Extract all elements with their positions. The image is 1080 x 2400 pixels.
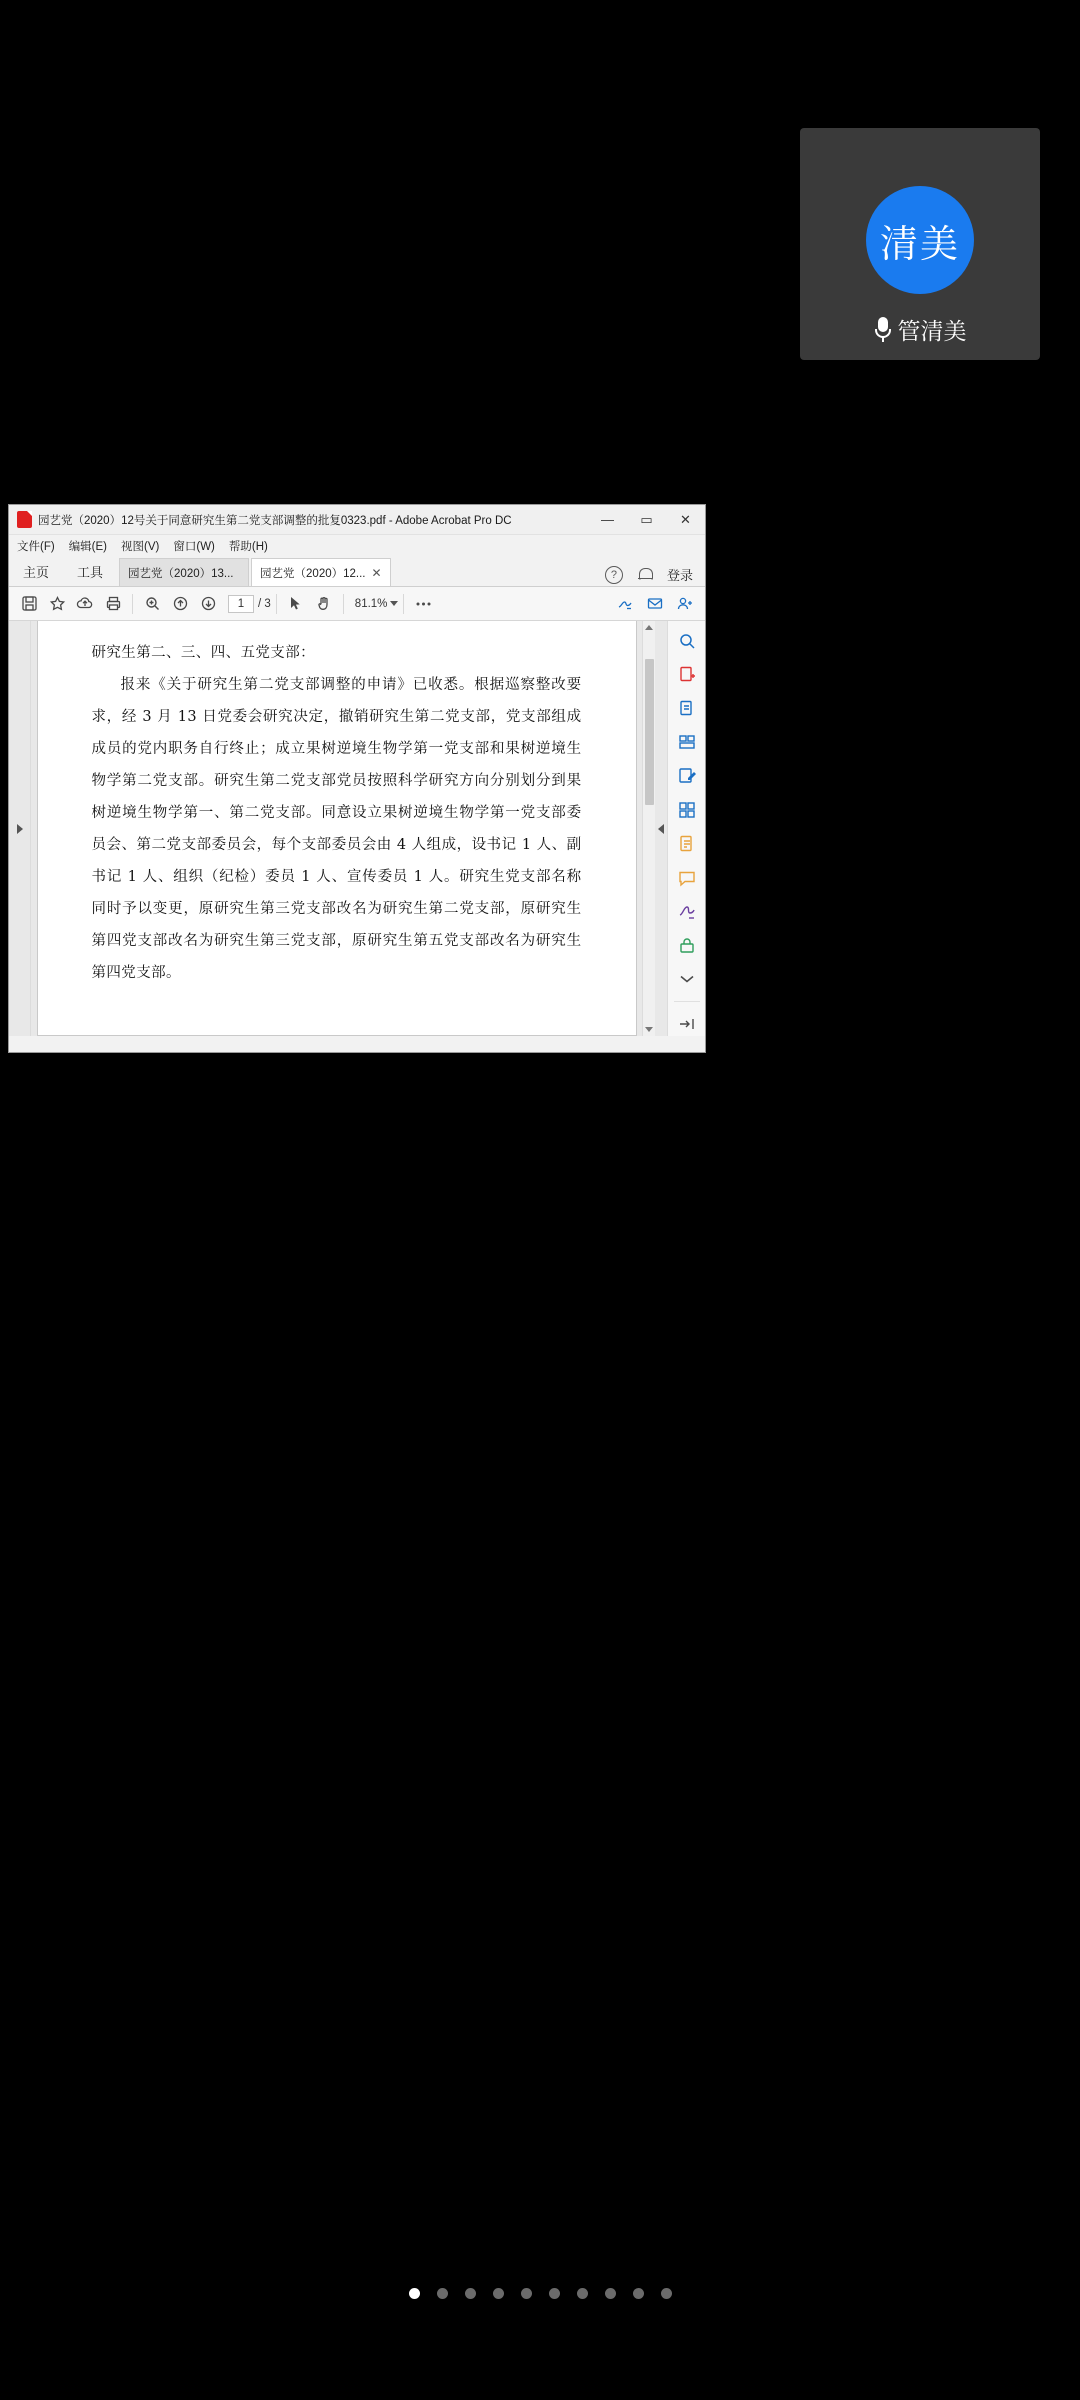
document-tab-1-label: 园艺党（2020）13... <box>128 567 234 580</box>
window-controls[interactable] <box>588 505 705 535</box>
minimize-button[interactable]: — <box>601 512 614 527</box>
organize-pages-icon[interactable] <box>674 798 700 822</box>
speaker-name-row <box>800 313 1040 346</box>
sign-pdf-icon[interactable] <box>674 900 700 924</box>
search-tool-icon[interactable] <box>674 629 700 653</box>
page-dot-8[interactable] <box>605 2288 616 2299</box>
save-icon[interactable] <box>15 590 43 618</box>
print-icon[interactable] <box>99 590 127 618</box>
zoom-level-control[interactable] <box>355 598 399 610</box>
menu-view[interactable]: 视图(V) <box>121 541 160 553</box>
scrollbar-thumb[interactable] <box>645 659 654 805</box>
page-indicator-dots[interactable] <box>0 2288 1080 2299</box>
zoom-level-label: 81.1% <box>354 597 388 610</box>
maximize-button[interactable]: ▭ <box>640 511 653 527</box>
avatar <box>866 186 974 294</box>
acrobat-window[interactable] <box>8 504 706 1053</box>
toolbar-divider-4 <box>403 594 404 614</box>
tab-home[interactable]: 主页 <box>23 564 50 580</box>
create-pdf-icon[interactable] <box>674 697 700 721</box>
page-navigator[interactable] <box>228 595 271 613</box>
tabbar-right-actions[interactable] <box>605 565 705 586</box>
menu-window[interactable]: 窗口(W) <box>173 541 215 553</box>
page-dot-5[interactable] <box>521 2288 532 2299</box>
edit-pdf-icon[interactable] <box>674 764 700 788</box>
add-to-favorites-icon[interactable] <box>43 590 71 618</box>
vertical-scrollbar[interactable] <box>642 621 655 1036</box>
more-options-icon[interactable] <box>409 590 437 618</box>
microphone-icon <box>874 317 892 343</box>
toolbar-divider-3 <box>343 594 344 614</box>
rail-divider <box>674 1001 700 1002</box>
scroll-down-button[interactable] <box>645 1023 653 1036</box>
page-dot-4[interactable] <box>493 2288 504 2299</box>
tab-tools[interactable]: 工具 <box>77 564 104 580</box>
tabbar[interactable] <box>9 557 705 587</box>
fill-and-sign-icon[interactable] <box>611 590 639 618</box>
page-dot-7[interactable] <box>577 2288 588 2299</box>
doc-paragraph-heading: 研究生第二、三、四、五党支部： <box>91 645 315 661</box>
expand-left-panel-icon[interactable] <box>17 824 23 834</box>
toolbar-right-actions[interactable] <box>611 590 699 618</box>
avatar-initials: 清美 <box>879 223 960 266</box>
page-viewport[interactable] <box>31 621 642 1036</box>
tools-rail[interactable] <box>667 621 705 1036</box>
page-dot-2[interactable] <box>437 2288 448 2299</box>
select-cursor-icon[interactable] <box>282 590 310 618</box>
toolbar[interactable] <box>9 587 705 621</box>
speaker-name: 管清美 <box>897 318 967 344</box>
fill-sign-icon[interactable] <box>674 832 700 856</box>
page-dot-6[interactable] <box>549 2288 560 2299</box>
menu-edit[interactable]: 编辑(E) <box>68 541 108 553</box>
document-workarea[interactable] <box>9 621 705 1036</box>
help-icon[interactable]: ? <box>605 566 623 584</box>
more-tools-chevron-icon[interactable] <box>674 967 700 991</box>
left-panel-toggle[interactable] <box>9 621 31 1036</box>
window-titlebar[interactable] <box>9 505 705 535</box>
document-tab-2-label: 园艺党（2020）12... <box>260 567 366 580</box>
page-dot-9[interactable] <box>633 2288 644 2299</box>
send-by-email-icon[interactable] <box>641 590 669 618</box>
right-panel-toggle[interactable] <box>655 621 667 1036</box>
cloud-upload-icon[interactable] <box>71 590 99 618</box>
page-dot-10[interactable] <box>661 2288 672 2299</box>
notification-bell-icon[interactable] <box>637 567 653 583</box>
page-dot-3[interactable] <box>465 2288 476 2299</box>
collapse-right-panel-icon[interactable] <box>658 824 664 834</box>
page-up-icon[interactable] <box>166 590 194 618</box>
page-total-label: / 3 <box>258 597 271 610</box>
toolbar-divider-2 <box>276 594 277 614</box>
pdf-page <box>37 621 637 1036</box>
share-with-others-icon[interactable] <box>671 590 699 618</box>
protect-icon[interactable] <box>674 934 700 958</box>
menu-help[interactable]: 帮助(H) <box>228 541 268 553</box>
toolbar-divider <box>132 594 133 614</box>
document-tab-2[interactable] <box>251 558 391 586</box>
close-icon[interactable]: ✕ <box>371 565 382 580</box>
hand-tool-icon[interactable] <box>310 590 338 618</box>
page-dot-1[interactable] <box>409 2288 420 2299</box>
combine-files-icon[interactable] <box>674 731 700 755</box>
collapse-panel-icon[interactable] <box>674 1012 700 1036</box>
document-tab-1[interactable] <box>119 558 249 586</box>
pdf-file-icon <box>17 511 32 528</box>
chevron-down-icon[interactable] <box>390 601 398 606</box>
export-pdf-icon[interactable] <box>674 663 700 687</box>
zoom-search-icon[interactable] <box>138 590 166 618</box>
page-number-input[interactable] <box>228 595 254 613</box>
video-speaker-tile[interactable] <box>800 128 1040 360</box>
scroll-up-button[interactable] <box>645 621 653 634</box>
window-title: 园艺党（2020）12号关于同意研究生第二党支部调整的批复0323.pdf - Adobe Acrobat Pro DC <box>38 514 512 527</box>
close-button[interactable]: ✕ <box>680 511 691 527</box>
page-down-icon[interactable] <box>194 590 222 618</box>
doc-paragraph-body: 报来《关于研究生第二党支部调整的申请》已收悉。根据巡察整改要求，经 3 月 13 日党委会研究决定，撤销研究生第二党支部，党支部组成成员的党内职务自行终止；成立果树逆境生物学第一党支部和果树逆境生物学第二党支部。研究生第二党支部党员按照科学研究方向分别划分到果树逆境生物学第一、第二党支部。同意设立果树逆境生物学第一党支部委员会、第二党支部委员会，每个支部委员会由 4 人组成，设书记 1 人、副书记 1 人、组织（纪检）委员 1 人、宣传委员 1 人。研究生党支部名称同时予以变更，原研究生第三党支部改名为研究生第二党支部，原研究生第四党支部改名为研究生第三党支部，原研究生第五党支部改名为研究生第四党支部。 <box>91 677 582 981</box>
menu-file[interactable]: 文件(F) <box>17 541 55 553</box>
menubar[interactable] <box>9 535 705 557</box>
comment-bubble-icon[interactable] <box>674 866 700 890</box>
signin-button[interactable]: 登录 <box>666 568 693 583</box>
